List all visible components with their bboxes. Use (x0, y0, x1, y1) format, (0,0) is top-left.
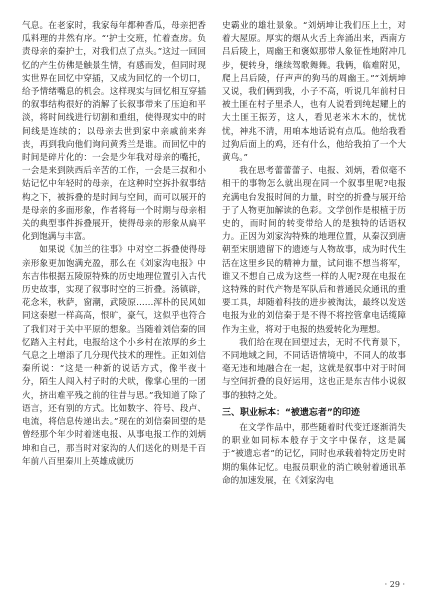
paragraph: 在文学作品中，那些随着时代变迁逐渐消失的职业如同标本般存于文字中保存，这是属于“被遗忘者”的记忆，同时也承载着特定历史时期的集体记忆。电报员职业的消亡映射着通讯革命的加速发展，在《刘家沟电 (222, 422, 406, 486)
section-heading: 三、职业标本：“被遗忘者”的印迹 (222, 407, 360, 418)
left-text-column (22, 20, 206, 580)
paragraph: 我在思考蕾蕾蕾子、电报、刘炳，看似毫不相干的事物怎么就出现在同一个叙事里呢?电报充满电台发报时间的力量，时空的折叠与展开给于了人物更加解读的色彩。文学创作是根植于历史的，而时间的转变带给人的是独特的话语权力。正因为刘家沟特殊的地理位置，从秦汉到唐朝至宋朋遗留下的遗迹与人物故事，成为时代生活在这里乡民的精神力量，试问谁不想当将军，谁又不想自己成为这些一样的人呢?现在电报在这特殊的时代产物是军队后和普通民众通讯的重要工具，却随着科技的进步被淘汰，最终以发送电报为业的刘信秦于是不得不将控管拿电话缆障作为主业，将对于电报的热爱转化为理想。 (222, 166, 406, 335)
document-page (22, 20, 406, 580)
paragraph: 我们给在现在回望过去，无时不代育景下，不同地域之间，不同话语情境中，不同人的故事毫无违和地融合在一起，这就是叙事中对于时间与空间折叠的良好运用，这也正是东吉伟小说叙事的独特之处。 (222, 337, 406, 401)
right-text-column (222, 20, 406, 580)
page-number: · 29 · (384, 580, 405, 589)
paragraph: 如果说《加兰的往事》中对空二拆叠使得母亲形象更加饱满充盈，那么在《刘家沟电报》中东吉伟根据五陵原特殊的历史地理位置引入古代历史故事，实现了叙事时空的三折叠。汤镇辟，花念米，秋萨，窗潮，武陵原……浑朴的民风如同这泰慰一样高高，恨旷，豪气，这似乎也符合了我们对于关中平原的想象。当随着刘信秦的回忆踏入主村此，电报给这个小乡村在浓厚的乡土气息之上增添了几分现代技术的理性。正如刘信秦所说：“这是一种新的说话方式，像半夜十分，陌生人闯入村子时的犬吠，像掌心里的一团火，挤出难平残之前的往昔与思。”我知道了除了语言，还有别的方式。比如数字、符号、段卢、电流，将信息传递出去。”现在的刘信秦回望的是曾经那个年少时着迷电报、从事电报工作的刘炳坤和自己，那当时对家沟的人们送化的则是千百年前八百里秦川上英雄成就历 (22, 245, 206, 467)
paragraph: 气息。在老家时，我家每年都种香瓜，母亲把香瓜料理的井然有序。“‘护士交班，忙着查房。负责母亲的秦护士，对我们点了点头。”这过一回回忆的产生仿佛是触景生情，有感而发，但同时现实世界在回忆中穿插，又成为回忆的一个切口，给予情绪嘴息的机会。这样现实与回忆相互穿插的叙事结构很好的消解了长叙事带来了压迫和平淡，将时间线进行切割和重组，使得现实中的时间线是连续的；以母亲去世到家中亲戚前来奔丧，再到我向他们询问黄秀兰是谁。而回忆中的时间是碎片化的：一会是少年我对母亲的嘴托，一会是来到陕西后辛苦的工作，一会是三叔和小姑记忆中年轻时的母亲，在这种时空拆扑叙事结构之下，被拆叠的是时间与空间，而可以展开的是母亲的多面形象，作者将每一个时期与母亲相关的典型事件拆叠展开，使得母亲的形象从扁平化到饱满与丰富。 (22, 21, 206, 243)
paragraph: 史霸业的雄壮景象。“刘炳坤让我们压上土，对着大屋原。厚实的烟从火舌上奔涌出来，西南方吕后陵上，周幽王和褒姒那带人象征性地附冲几步，便转身，继续驾歌舞舞。我俩，临难附见，爬上吕后陵，仔声声的狗马的周幽王。”“刘炳坤又说，我们俩到我，小子不高，听说几年前村日被土匪在村子里杀人，也有人说看到纯起耀上的大土匪王振芳，这人，看见老米木木的，忧忧忧，神兆不清，用咱本地话说有点瓜。他给我看过狗后面上的鸡，还有什么，他给我拍了一个大黄鸟。” (222, 21, 406, 164)
